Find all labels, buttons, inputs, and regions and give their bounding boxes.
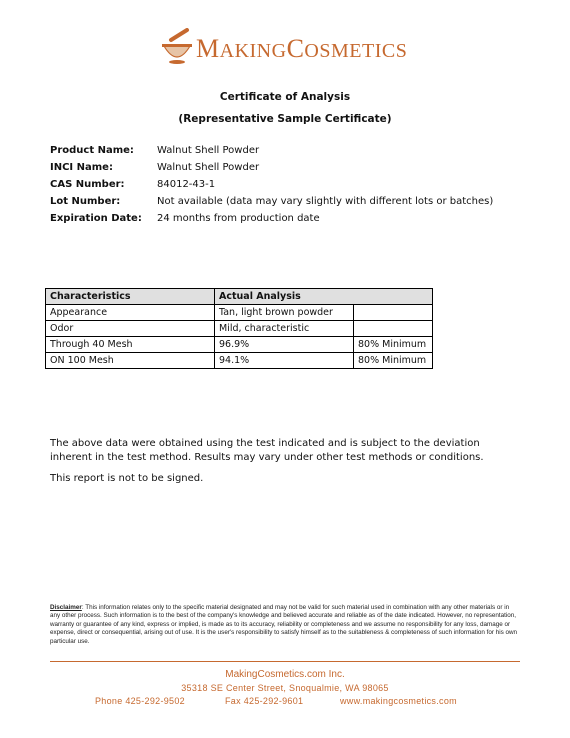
- table-cell: [354, 321, 433, 337]
- info-value: 84012-43-1: [157, 179, 216, 190]
- document-subtitle: (Representative Sample Certificate): [178, 113, 392, 125]
- table-cell: Mild, characteristic: [215, 321, 354, 337]
- info-label: Product Name:: [50, 145, 134, 156]
- footer-divider: [50, 661, 520, 662]
- table-header-row: [46, 289, 433, 305]
- table-cell: 94.1%: [215, 353, 354, 369]
- info-label: INCI Name:: [50, 162, 113, 173]
- table-row: [46, 305, 433, 321]
- company-logo: [160, 28, 410, 72]
- table-cell: Through 40 Mesh: [46, 337, 215, 353]
- footer-website[interactable]: www.makingcosmetics.com: [340, 696, 457, 706]
- table-row: [46, 353, 433, 369]
- table-row: [46, 321, 433, 337]
- table-cell: 80% Minimum: [354, 353, 433, 369]
- disclaimer-label: Disclaimer: [50, 604, 82, 611]
- info-label: Lot Number:: [50, 196, 121, 207]
- disclaimer-text: : This information relates only to the specific material designated and may not be valid for such material used in combination with any other materials or in any other process. Such information is to the best of the company's knowledge and believed accurate and reliable as of the date indicated. However, no representation, warranty or guarantee of any kind, express or implied, is made as to its accuracy, reliability or completeness and we assume no responsibility for any loss, damage or expense, direct or consequential, arising out of use. It is the user's responsibility to satisfy himself as to the suitableness & completeness of such information for his own particular use.: [50, 604, 518, 645]
- info-value: Walnut Shell Powder: [157, 145, 260, 156]
- info-value: 24 months from production date: [157, 213, 320, 224]
- footer-contact: [0, 696, 570, 708]
- table-cell: Appearance: [46, 305, 215, 321]
- table-cell: 96.9%: [215, 337, 354, 353]
- info-value: Not available (data may vary slightly with different lots or batches): [157, 196, 494, 207]
- table-row: [46, 337, 433, 353]
- mortar-pestle-icon: [160, 28, 194, 68]
- document-title: Certificate of Analysis: [219, 91, 351, 103]
- footer-company: MakingCosmetics.com Inc.: [225, 669, 345, 680]
- info-label: Expiration Date:: [50, 213, 142, 224]
- table-cell: [354, 305, 433, 321]
- footer-phone: Phone 425-292-9502: [95, 696, 185, 706]
- table-cell: Odor: [46, 321, 215, 337]
- analysis-table: [45, 288, 433, 369]
- info-value: Walnut Shell Powder: [157, 162, 260, 173]
- table-cell: ON 100 Mesh: [46, 353, 215, 369]
- table-cell: 80% Minimum: [354, 337, 433, 353]
- logo-wordmark: MAKINGCOSMETICS: [196, 34, 408, 63]
- test-method-note: The above data were obtained using the test indicated and is subject to the deviation inherent in the test method. Results may vary under other test methods or conditions.: [50, 438, 484, 463]
- footer-address: 35318 SE Center Street, Snoqualmie, WA 98065: [181, 683, 389, 693]
- table-cell: Tan, light brown powder: [215, 305, 354, 321]
- info-label: CAS Number:: [50, 179, 125, 190]
- column-header-actual-analysis: Actual Analysis: [215, 289, 433, 305]
- disclaimer: [50, 604, 520, 646]
- footer-fax: Fax 425-292-9601: [225, 696, 304, 706]
- signature-note: This report is not to be signed.: [50, 473, 204, 484]
- column-header-characteristics: Characteristics: [46, 289, 215, 305]
